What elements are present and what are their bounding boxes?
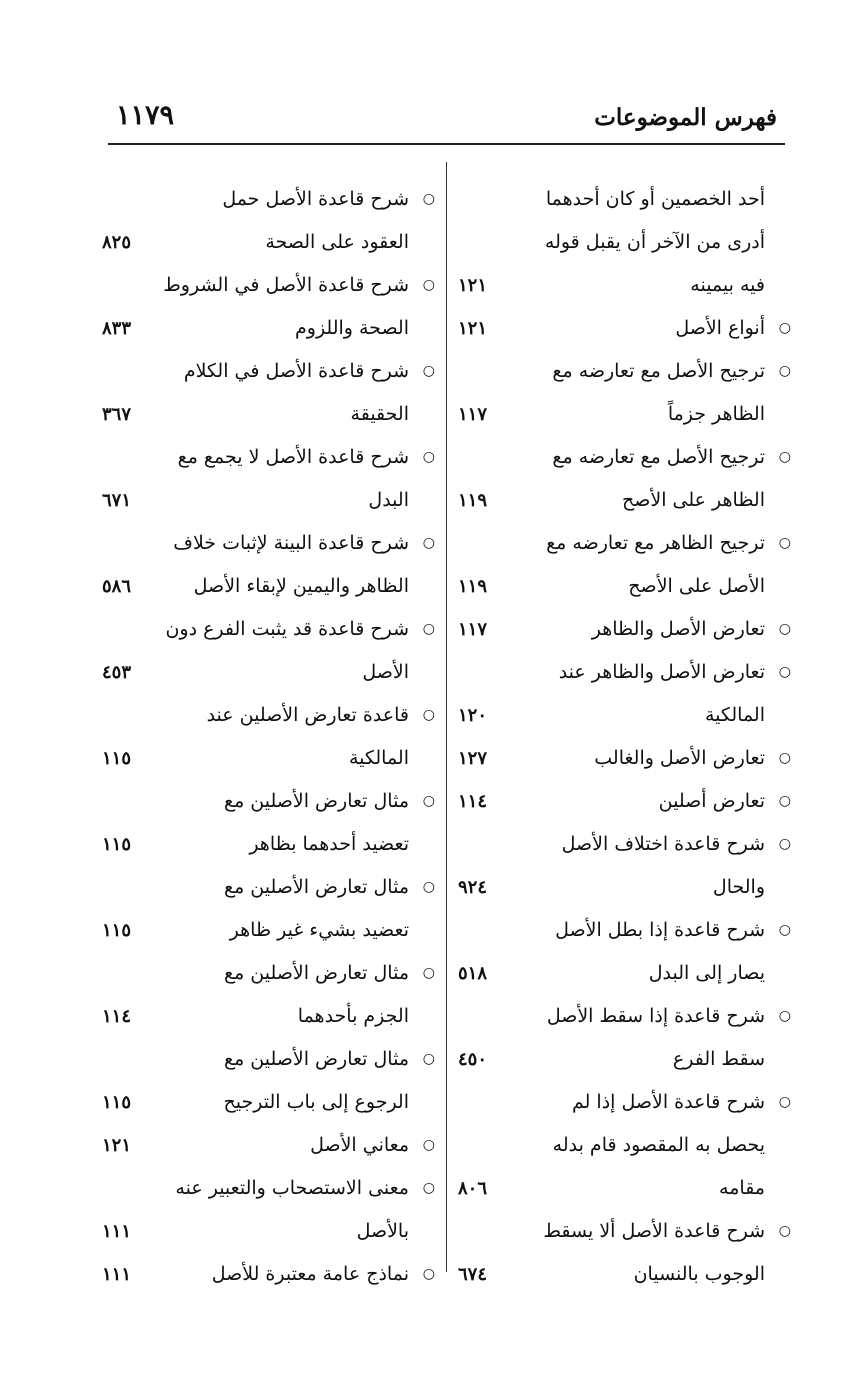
bullet-icon: ○ [422,707,435,723]
bullet-icon: ○ [778,836,791,852]
entry-line [97,909,429,952]
entry-text: الأصل على الأصح [628,575,765,597]
entry-page-number: ١٢٧ [458,748,488,769]
entry-text: الظاهر على الأصح [621,489,765,511]
entry-page-number: ١١٥ [102,1092,132,1113]
bullet-icon: ○ [778,793,791,809]
entry-text: شرح قاعدة إذا بطل الأصل [555,919,765,941]
entry-text: شرح قاعدة إذا سقط الأصل [546,1005,765,1027]
index-entry [97,1124,435,1167]
entry-page-number: ٨٣٣ [102,318,132,339]
entry-text: شرح قاعدة قد يثبت الفرع دون [165,618,409,640]
index-entry [453,350,791,436]
entry-text: يصار إلى البدل [648,962,765,984]
bullet-icon: ○ [778,664,791,680]
bullet-icon: ○ [778,750,791,766]
entry-text: معنى الاستصحاب والتعبير عنه [175,1177,409,1199]
entry-line [453,866,785,909]
bullet-icon: ○ [422,965,435,981]
index-entry [97,264,435,350]
entry-line [453,608,791,651]
entry-line [97,780,435,823]
entry-line [453,1124,785,1167]
entry-line [97,952,435,995]
entry-line [97,866,435,909]
entry-page-number: ٨٢٥ [102,232,132,253]
entry-line [97,1210,429,1253]
entry-line [453,823,791,866]
index-entry [97,178,435,264]
entry-text: تعارض الأصل والظاهر [591,618,765,640]
entry-text: الوجوب بالنسيان [633,1263,765,1285]
index-entry [97,866,435,952]
bullet-icon: ○ [778,1094,791,1110]
page-number: ١١٧٩ [116,100,175,131]
entry-text: شرح قاعدة الأصل ألا يسقط [543,1220,765,1242]
index-entry [97,1253,435,1296]
entry-text: ترجيح الظاهر مع تعارضه مع [546,532,765,554]
index-entry [97,780,435,866]
index-column-left [97,178,435,1296]
entry-page-number: ١١٤ [102,1006,132,1027]
entry-line [453,694,785,737]
entry-page-number: ٣٦٧ [102,404,132,425]
bullet-icon: ○ [778,1008,791,1024]
index-entry [97,522,435,608]
bullet-icon: ○ [422,1266,435,1282]
bullet-icon: ○ [778,621,791,637]
entry-page-number: ١٢١ [458,318,488,339]
bullet-icon: ○ [422,1137,435,1153]
entry-page-number: ١١١ [102,1221,132,1242]
entry-text: الجزم بأحدهما [297,1005,409,1027]
entry-text: الظاهر جزماً [667,403,765,425]
entry-line [453,393,785,436]
entry-text: بالأصل [356,1220,409,1242]
entry-text: العقود على الصحة [265,231,409,253]
index-entry [453,608,791,651]
index-entry [453,737,791,780]
bullet-icon: ○ [778,922,791,938]
entry-line [97,522,435,565]
entry-line [97,393,429,436]
entry-text: فيه بيمينه [690,274,765,296]
entry-line [453,1253,785,1296]
entry-line [97,823,429,866]
entry-line [97,737,429,780]
entry-line [453,780,791,823]
entry-page-number: ٥٨٦ [102,576,132,597]
entry-line [453,565,785,608]
bullet-icon: ○ [778,535,791,551]
entry-text: تعضيد بشيء غير ظاهر [229,919,409,941]
entry-line [97,264,435,307]
entry-text: شرح قاعدة البينة لإثبات خلاف [173,532,409,554]
index-entry [97,1167,435,1253]
entry-line [453,307,791,350]
entry-line [453,479,785,522]
entry-line [97,1167,435,1210]
entry-line [453,995,791,1038]
entry-page-number: ١١٥ [102,748,132,769]
bullet-icon: ○ [778,363,791,379]
index-entry [97,436,435,522]
entry-text: الرجوع إلى باب الترجيح [223,1091,409,1113]
entry-line [97,221,429,264]
entry-page-number: ٦٧١ [102,490,132,511]
entry-page-number: ١١٩ [458,576,488,597]
entry-text: شرح قاعدة الأصل في الكلام [183,360,409,382]
entry-page-number: ١٢١ [458,275,488,296]
entry-line [453,178,785,221]
entry-page-number: ١١١ [102,1264,132,1285]
index-entry [453,178,785,307]
entry-text: الصحة واللزوم [295,317,409,339]
entry-line [97,307,429,350]
bullet-icon: ○ [422,535,435,551]
entry-page-number: ٤٥٣ [102,662,132,683]
entry-line [453,436,791,479]
index-entry [453,522,791,608]
bullet-icon: ○ [778,320,791,336]
entry-text: ترجيح الأصل مع تعارضه مع [552,360,765,382]
entry-line [453,1210,791,1253]
index-entry [453,995,791,1081]
entry-page-number: ٦٧٤ [458,1264,488,1285]
entry-text: مثال تعارض الأصلين مع [223,790,409,812]
index-entry [453,823,791,909]
entry-text: البدل [368,489,409,511]
entry-line [453,221,785,264]
entry-text: ترجيح الأصل مع تعارضه مع [552,446,765,468]
entry-text: أنواع الأصل [675,317,765,339]
entry-page-number: ١١٥ [102,920,132,941]
entry-line [453,651,791,694]
entry-line [453,1081,791,1124]
entry-line [97,608,435,651]
entry-line [97,651,429,694]
bullet-icon: ○ [422,449,435,465]
entry-text: الحقيقة [350,403,409,425]
entry-text: والحال [712,876,765,898]
entry-text: معاني الأصل [310,1134,409,1156]
entry-text: نماذج عامة معتبرة للأصل [211,1263,409,1285]
entry-line [97,995,429,1038]
entry-text: مثال تعارض الأصلين مع [223,962,409,984]
index-entry [453,1210,791,1296]
entry-line [453,350,791,393]
entry-line [453,1038,785,1081]
entry-line [97,565,429,608]
bullet-icon: ○ [422,191,435,207]
entry-line [97,1253,435,1296]
bullet-icon: ○ [778,449,791,465]
bullet-icon: ○ [422,621,435,637]
entry-page-number: ١١٤ [458,791,488,812]
index-entry [453,307,791,350]
index-column-right [453,178,791,1296]
bullet-icon: ○ [422,1051,435,1067]
entry-text: يحصل به المقصود قام بدله [552,1134,765,1156]
bullet-icon: ○ [422,1180,435,1196]
index-entry [453,909,791,995]
entry-line [97,1081,429,1124]
entry-text: مقامه [719,1177,765,1199]
entry-line [453,522,791,565]
entry-page-number: ٩٢٤ [458,877,488,898]
entry-page-number: ٥١٨ [458,963,488,984]
entry-page-number: ٤٥٠ [458,1049,488,1070]
entry-page-number: ١٢٠ [458,705,488,726]
entry-line [97,479,429,522]
entry-page-number: ١١٧ [458,404,488,425]
entry-text: أحد الخصمين أو كان أحدهما [545,188,765,210]
column-divider [446,162,447,1272]
bullet-icon: ○ [778,1223,791,1239]
entry-page-number: ١١٧ [458,619,488,640]
entry-text: الأصل [362,661,409,683]
entry-page-number: ١١٩ [458,490,488,511]
entry-text: أدرى من الآخر أن يقبل قوله [544,231,765,253]
entry-line [453,1167,785,1210]
entry-line [97,436,435,479]
entry-page-number: ١١٥ [102,834,132,855]
entry-text: المالكية [704,704,765,726]
index-entry [453,436,791,522]
entry-line [97,1038,435,1081]
entry-text: المالكية [348,747,409,769]
entry-text: تعارض الأصل والغالب [594,747,765,769]
running-title: فهرس الموضوعات [594,104,777,131]
index-entry [97,608,435,694]
entry-line [453,264,785,307]
entry-line [97,178,435,221]
entry-line [97,350,435,393]
header-rule [108,143,785,145]
entry-line [453,952,785,995]
entry-page-number: ١٢١ [102,1135,132,1156]
index-entry [453,1081,791,1210]
entry-line [453,737,791,780]
index-entry [453,651,791,737]
entry-text: مثال تعارض الأصلين مع [223,1048,409,1070]
index-entry [453,780,791,823]
bullet-icon: ○ [422,363,435,379]
entry-page-number: ٨٠٦ [458,1178,488,1199]
entry-line [97,694,435,737]
entry-text: تعارض الأصل والظاهر عند [558,661,765,683]
index-entry [97,1038,435,1124]
entry-text: الظاهر واليمين لإبقاء الأصل [193,575,409,597]
entry-text: تعارض أصلين [658,790,765,812]
index-entry [97,350,435,436]
entry-text: قاعدة تعارض الأصلين عند [206,704,409,726]
page-header [108,100,785,140]
entry-text: تعضيد أحدهما بظاهر [249,833,409,855]
entry-line [97,1124,435,1167]
bullet-icon: ○ [422,793,435,809]
entry-line [453,909,791,952]
index-entry [97,694,435,780]
entry-text: شرح قاعدة اختلاف الأصل [561,833,765,855]
entry-text: سقط الفرع [672,1048,765,1070]
entry-text: شرح قاعدة الأصل إذا لم [571,1091,765,1113]
entry-text: مثال تعارض الأصلين مع [223,876,409,898]
entry-text: شرح قاعدة الأصل لا يجمع مع [177,446,409,468]
bullet-icon: ○ [422,879,435,895]
entry-text: شرح قاعدة الأصل حمل [222,188,409,210]
entry-text: شرح قاعدة الأصل في الشروط [163,274,409,296]
bullet-icon: ○ [422,277,435,293]
index-entry [97,952,435,1038]
